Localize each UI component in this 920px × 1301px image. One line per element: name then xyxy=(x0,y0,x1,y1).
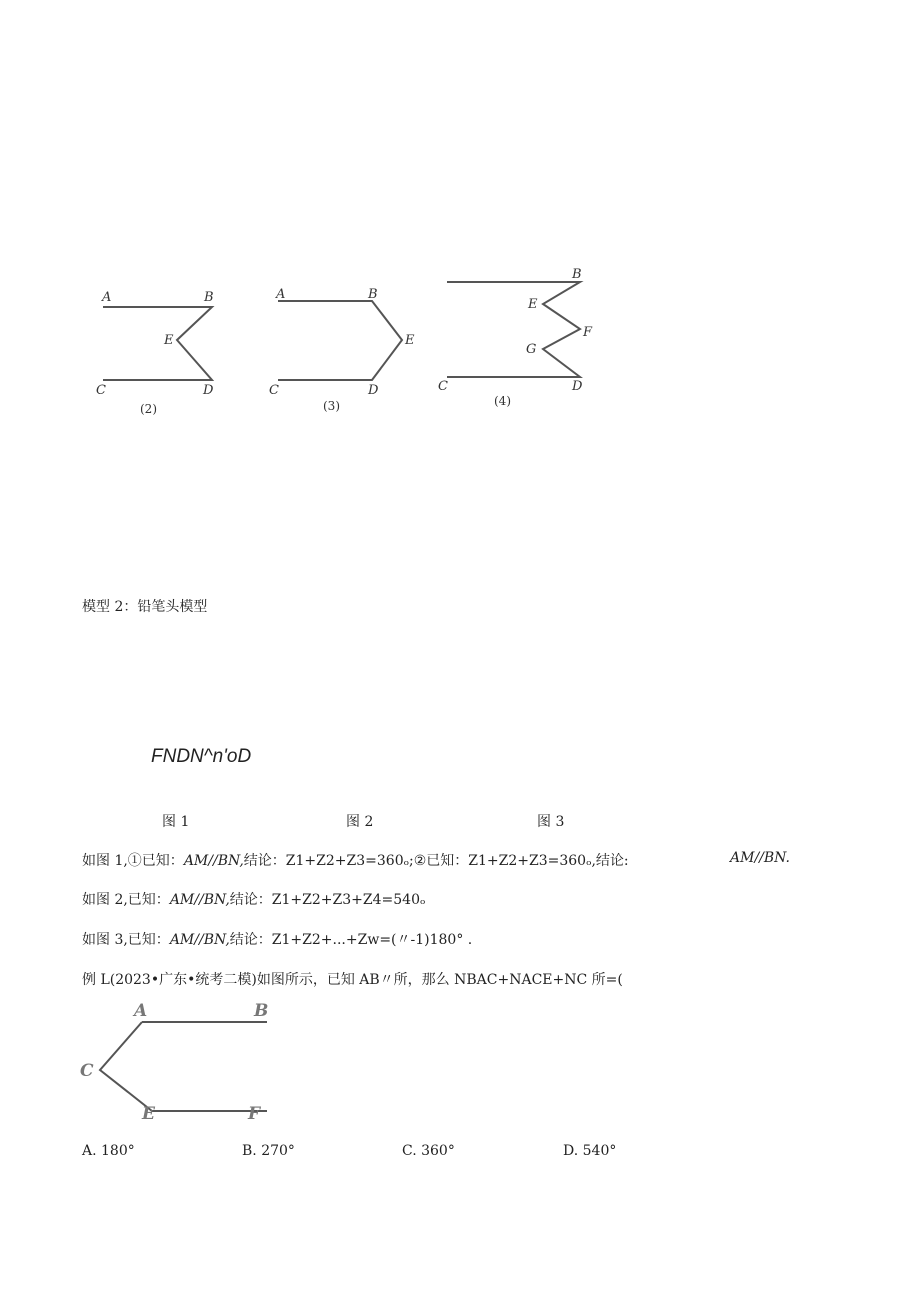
fig3-caption-text: 图 3 xyxy=(537,814,565,830)
line-fig1 xyxy=(82,850,629,870)
top-figures xyxy=(0,0,920,430)
line-fig1-conclusion: AM//BN. xyxy=(730,850,790,866)
example-label-A: A xyxy=(134,1001,148,1021)
example-figure xyxy=(78,995,298,1125)
fig2-label-C: C xyxy=(96,383,106,398)
line-fig3-body: 结论：Z1+Z2+...+Zw=(〃-1)180° . xyxy=(229,932,473,948)
fig4-label-F: F xyxy=(583,325,593,340)
fig2-caption-text: 图 2 xyxy=(346,814,374,830)
line-fig1-body: 结论：Z1+Z2+Z3=360ₒ;②已知：Z1+Z2+Z3=360ₒ,结论: xyxy=(243,853,629,869)
fig2-label-A: A xyxy=(102,290,112,305)
example-question: 例 L(2023•广东•统考二模)如图所示，已知 AB〃所，那么 NBAC+NACE+NC 所=( xyxy=(82,972,623,988)
fig2-caption: (2) xyxy=(140,402,157,416)
line-fig1-parallel: AM//BN, xyxy=(183,853,244,869)
line-fig2 xyxy=(82,889,425,909)
fig4-label-D: D xyxy=(572,379,583,394)
fig2-label-D: D xyxy=(203,383,214,398)
option-c: C. 360° xyxy=(402,1143,455,1159)
fig4-label-B: B xyxy=(572,267,582,282)
fig3-shape xyxy=(278,301,402,380)
fig3-label-E: E xyxy=(405,333,415,348)
garbled-figure-text: FNDN^n'oD xyxy=(151,746,252,767)
fig3-caption: (3) xyxy=(323,399,340,413)
fig4-label-E: E xyxy=(528,297,538,312)
fig4-shape xyxy=(447,282,580,377)
fig2-label-B: B xyxy=(204,290,214,305)
line-fig2-parallel: AM//BN, xyxy=(169,892,230,908)
line-fig1-prefix: 如图 1,①已知： xyxy=(82,853,184,869)
fig4-caption: (4) xyxy=(494,394,511,408)
fig2-label-E: E xyxy=(164,333,174,348)
fig2-shape xyxy=(103,307,212,380)
option-d: D. 540° xyxy=(563,1143,617,1159)
fig1-caption: 图 1 xyxy=(162,814,190,830)
fig3-label-B: B xyxy=(368,287,378,302)
option-a: A. 180° xyxy=(82,1143,135,1159)
fig4-label-G: G xyxy=(526,342,537,357)
line-fig3-prefix: 如图 3,已知： xyxy=(82,932,170,948)
line-fig2-body: 结论：Z1+Z2+Z3+Z4=540ₒ xyxy=(229,892,426,908)
fig3-label-D: D xyxy=(368,383,379,398)
line-fig2-prefix: 如图 2,已知： xyxy=(82,892,170,908)
fig3-label-C: C xyxy=(269,383,279,398)
example-label-C: C xyxy=(80,1061,94,1081)
example-label-F: F xyxy=(248,1104,261,1124)
line-fig3 xyxy=(82,929,472,949)
fig4-label-C: C xyxy=(438,379,448,394)
example-label-E: E xyxy=(142,1104,155,1124)
section-title: 模型 2：铅笔头模型 xyxy=(82,599,208,615)
example-label-B: B xyxy=(254,1001,269,1021)
line-fig3-parallel: AM//BN, xyxy=(169,932,230,948)
option-b: B. 270° xyxy=(242,1143,295,1159)
fig3-label-A: A xyxy=(276,287,286,302)
